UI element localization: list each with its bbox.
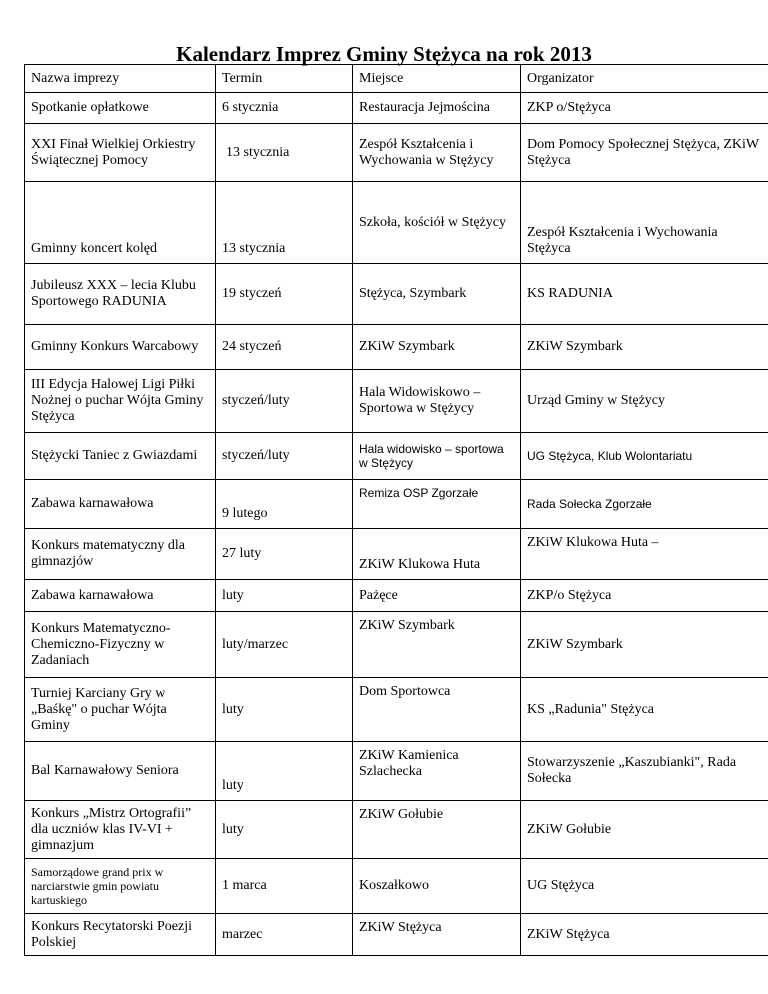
event-organizer: KS RADUNIA [521, 264, 768, 325]
event-name: Konkurs Recytatorski Poezji Polskiej [25, 914, 216, 956]
event-place: Remiza OSP Zgorzałe [353, 480, 521, 529]
table-row [25, 801, 768, 859]
event-date: 27 luty [216, 529, 353, 580]
event-organizer: Urząd Gminy w Stężycy [521, 370, 768, 433]
event-place: Koszałkowo [353, 859, 521, 914]
event-name: Samorządowe grand prix w narciarstwie gmin powiatu kartuskiego [25, 859, 216, 914]
event-place: ZKiW Szymbark [353, 325, 521, 370]
event-name: Gminny Konkurs Warcabowy [25, 325, 216, 370]
table-row [25, 914, 768, 956]
event-name: Konkurs „Mistrz Ortografii” dla uczniów klas IV-VI + gimnazjum [25, 801, 216, 859]
event-organizer: Rada Sołecka Zgorzałe [521, 480, 768, 529]
event-name: Bal Karnawałowy Seniora [25, 742, 216, 801]
header-organizer: Organizator [521, 65, 768, 93]
event-name: Konkurs matematyczny dla gimnazjów [25, 529, 216, 580]
table-row [25, 325, 768, 370]
event-place: ZKiW Gołubie [353, 801, 521, 859]
event-place: Szkoła, kościół w Stężycy [353, 182, 521, 264]
event-place: ZKiW Kamienica Szlachecka [353, 742, 521, 801]
table-row [25, 529, 768, 580]
header-date: Termin [216, 65, 353, 93]
event-date: 1 marca [216, 859, 353, 914]
event-place: ZKiW Klukowa Huta [353, 529, 521, 580]
event-name: Turniej Karciany Gry w „Baśkę" o puchar Wójta Gminy [25, 678, 216, 742]
table-row [25, 480, 768, 529]
table-row [25, 742, 768, 801]
event-organizer: Dom Pomocy Społecznej Stężyca, ZKiW Stężyca [521, 124, 768, 182]
event-place: Hala Widowiskowo – Sportowa w Stężycy [353, 370, 521, 433]
event-name: Jubileusz XXX – lecia Klubu Sportowego RADUNIA [25, 264, 216, 325]
event-organizer: ZKP/o Stężyca [521, 580, 768, 612]
event-organizer: Stowarzyszenie „Kaszubianki", Rada Sołecka [521, 742, 768, 801]
table-row [25, 370, 768, 433]
event-organizer: UG Stężyca [521, 859, 768, 914]
table-row [25, 433, 768, 480]
table-row [25, 678, 768, 742]
event-date: 19 styczeń [216, 264, 353, 325]
event-date: styczeń/luty [216, 370, 353, 433]
event-date: luty/marzec [216, 612, 353, 678]
table-header-row [25, 65, 768, 93]
event-place: Restauracja Jejmościna [353, 93, 521, 124]
event-date: 24 styczeń [216, 325, 353, 370]
event-place: ZKiW Szymbark [353, 612, 521, 678]
event-name: XXI Finał Wielkiej Orkiestry Świątecznej Pomocy [25, 124, 216, 182]
event-organizer: ZKiW Szymbark [521, 325, 768, 370]
event-organizer: KS „Radunia" Stężyca [521, 678, 768, 742]
event-name: Zabawa karnawałowa [25, 580, 216, 612]
event-organizer: Zespół Kształcenia i Wychowania Stężyca [521, 182, 768, 264]
table-row [25, 612, 768, 678]
table-row [25, 93, 768, 124]
event-name: Zabawa karnawałowa [25, 480, 216, 529]
header-place: Miejsce [353, 65, 521, 93]
event-date: styczeń/luty [216, 433, 353, 480]
event-place: ZKiW Stężyca [353, 914, 521, 956]
event-organizer: ZKiW Klukowa Huta – [521, 529, 768, 580]
table-row [25, 124, 768, 182]
event-date: 6 stycznia [216, 93, 353, 124]
header-name: Nazwa imprezy [25, 65, 216, 93]
event-place: Dom Sportowca [353, 678, 521, 742]
event-place: Zespół Kształcenia i Wychowania w Stężycy [353, 124, 521, 182]
event-date: 9 lutego [216, 480, 353, 529]
event-date: marzec [216, 914, 353, 956]
table-row [25, 182, 768, 264]
page-title: Kalendarz Imprez Gminy Stężyca na rok 2013 [176, 42, 592, 66]
event-organizer: UG Stężyca, Klub Wolontariatu [521, 433, 768, 480]
event-place: Stężyca, Szymbark [353, 264, 521, 325]
event-name: Spotkanie opłatkowe [25, 93, 216, 124]
event-date: luty [216, 801, 353, 859]
event-date: luty [216, 742, 353, 801]
event-name: III Edycja Halowej Ligi Piłki Nożnej o puchar Wójta Gminy Stężyca [25, 370, 216, 433]
table-row [25, 264, 768, 325]
event-place: Hala widowisko – sportowa w Stężycy [353, 433, 521, 480]
event-organizer: ZKiW Szymbark [521, 612, 768, 678]
event-date: 13 stycznia [216, 124, 353, 182]
event-date: 13 stycznia [216, 182, 353, 264]
event-place: Pażęce [353, 580, 521, 612]
event-date: luty [216, 678, 353, 742]
table-row [25, 580, 768, 612]
event-organizer: ZKiW Stężyca [521, 914, 768, 956]
events-table [24, 64, 768, 956]
event-date: luty [216, 580, 353, 612]
event-name: Gminny koncert kolęd [25, 182, 216, 264]
table-row [25, 859, 768, 914]
event-organizer: ZKiW Gołubie [521, 801, 768, 859]
event-name: Stężycki Taniec z Gwiazdami [25, 433, 216, 480]
event-name: Konkurs Matematyczno-Chemiczno-Fizyczny w Zadaniach [25, 612, 216, 678]
event-organizer: ZKP o/Stężyca [521, 93, 768, 124]
